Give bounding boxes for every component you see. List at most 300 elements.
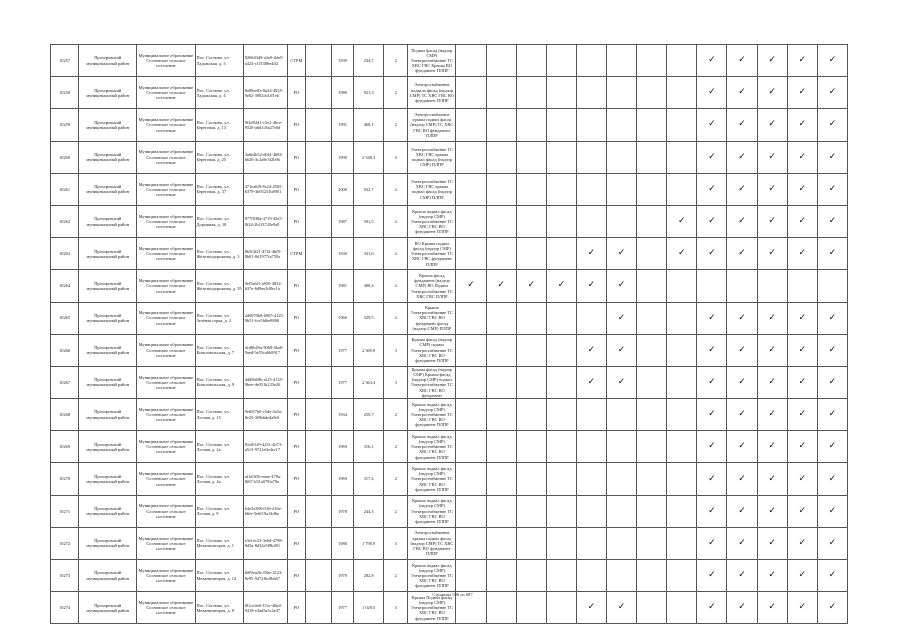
settlement-cell: Муниципальное образование Сосновское сельское поселение xyxy=(137,205,195,237)
check-mark-icon: ✓ xyxy=(768,602,776,613)
floors-cell: 2 xyxy=(384,77,408,109)
floors-cell: 3 xyxy=(384,334,408,366)
work-check-cell xyxy=(637,302,667,334)
check-mark-icon: ✓ xyxy=(798,248,806,259)
wall-material-cell: РО xyxy=(287,527,305,559)
check-mark-icon: ✓ xyxy=(828,441,837,452)
register-body xyxy=(51,45,848,624)
check-mark-icon: ✓ xyxy=(798,216,806,227)
table-row xyxy=(51,431,848,463)
floors-cell: 3 xyxy=(384,366,408,398)
house-id-cell: 9eb5f7b0-c5de-4a5a-8e25-3f8b6de4a9df xyxy=(243,399,287,431)
settlement-cell: Муниципальное образование Сосновское сельское поселение xyxy=(137,431,195,463)
check-mark-icon: ✓ xyxy=(828,602,837,613)
blank-cell xyxy=(305,109,331,141)
blank-cell xyxy=(305,141,331,173)
works-list-cell: Крыша подвал фасад (надзор СМР) Электроснабжение ТС ХВС ГВС ВО фундамент ПЛПР xyxy=(408,205,456,237)
check-mark-icon: ✓ xyxy=(708,409,716,420)
works-list-cell: Подвал фасад (надзор СМР) Электроснабжение ТС ХВС ГВС Крыша ВО фундамент ПЛПР xyxy=(408,45,456,77)
area-cell: 259,7 xyxy=(354,399,384,431)
blank-cell xyxy=(305,205,331,237)
build-year-cell: 1979 xyxy=(332,560,354,592)
work-check-cell xyxy=(576,527,606,559)
row-number: 10267 xyxy=(51,366,79,398)
check-mark-icon: ✓ xyxy=(738,570,746,581)
check-mark-icon: ✓ xyxy=(738,119,746,130)
check-mark-icon: ✓ xyxy=(768,87,776,98)
check-mark-icon: ✓ xyxy=(768,409,776,420)
work-check-cell xyxy=(516,334,546,366)
work-check-cell xyxy=(817,45,847,77)
work-check-cell xyxy=(697,431,727,463)
settlement-cell: Муниципальное образование Сосновское сельское поселение xyxy=(137,399,195,431)
check-mark-icon: ✓ xyxy=(738,248,746,259)
work-check-cell xyxy=(667,334,697,366)
work-check-cell xyxy=(607,527,637,559)
check-mark-icon: ✓ xyxy=(768,344,776,355)
work-check-cell xyxy=(486,205,516,237)
check-mark-icon: ✓ xyxy=(828,409,837,420)
address-cell: Пос. Сосново, ул. Механизаторов, д. 1 xyxy=(195,527,243,559)
table-row xyxy=(51,527,848,559)
work-check-cell xyxy=(516,463,546,495)
check-mark-icon: ✓ xyxy=(708,376,716,387)
address-cell: Пос. Сосново, ул. Береговая, д. 37 xyxy=(195,173,243,205)
check-mark-icon: ✓ xyxy=(798,344,806,355)
work-check-cell xyxy=(486,463,516,495)
work-check-cell xyxy=(637,334,667,366)
address-cell: Пос. Сосново, ул. Дорожная, д. 18 xyxy=(195,205,243,237)
work-check-cell xyxy=(486,173,516,205)
settlement-cell: Муниципальное образование Сосновское сельское поселение xyxy=(137,141,195,173)
blank-cell xyxy=(305,463,331,495)
district-cell: Прохоровский муниципальный район xyxy=(79,205,137,237)
area-cell: 316,1 xyxy=(354,431,384,463)
works-list-cell: ВО Крыша подвал фасад (надзор СМР) Электроснабжение ТС ХВС ГВС фундамент ПЛПР xyxy=(408,238,456,270)
work-check-cell xyxy=(546,463,576,495)
area-cell: 591,5 xyxy=(354,205,384,237)
work-check-cell xyxy=(546,560,576,592)
check-mark-icon: ✓ xyxy=(768,183,776,194)
district-cell: Прохоровский муниципальный район xyxy=(79,431,137,463)
check-mark-icon: ✓ xyxy=(768,248,776,259)
table-row xyxy=(51,302,848,334)
work-check-cell xyxy=(516,495,546,527)
area-cell: 317,4 xyxy=(354,463,384,495)
work-check-cell xyxy=(546,45,576,77)
work-check-cell xyxy=(546,205,576,237)
check-mark-icon: ✓ xyxy=(828,312,837,323)
work-check-cell xyxy=(576,270,606,302)
blank-cell xyxy=(305,302,331,334)
row-number: 10268 xyxy=(51,399,79,431)
check-mark-icon: ✓ xyxy=(768,216,776,227)
district-cell: Прохоровский муниципальный район xyxy=(79,77,137,109)
check-mark-icon: ✓ xyxy=(708,216,716,227)
check-mark-icon: ✓ xyxy=(738,344,746,355)
area-cell: 331,6 xyxy=(354,238,384,270)
check-mark-icon: ✓ xyxy=(798,312,806,323)
work-check-cell xyxy=(787,560,817,592)
check-mark-icon: ✓ xyxy=(798,119,806,130)
wall-material-cell: РО xyxy=(287,334,305,366)
district-cell: Прохоровский муниципальный район xyxy=(79,334,137,366)
address-cell: Пос. Сосново, ул. Комсомольская, д. 9 xyxy=(195,366,243,398)
check-mark-icon: ✓ xyxy=(828,344,837,355)
work-check-cell xyxy=(456,399,486,431)
wall-material-cell: РО xyxy=(287,431,305,463)
work-check-cell xyxy=(546,366,576,398)
settlement-cell: Муниципальное образование Сосновское сельское поселение xyxy=(137,495,195,527)
page-number-footer: Страница 586 из 687 xyxy=(432,592,473,597)
table-row xyxy=(51,463,848,495)
work-check-cell xyxy=(576,431,606,463)
work-check-cell xyxy=(637,366,667,398)
check-mark-icon: ✓ xyxy=(497,280,505,291)
work-check-cell xyxy=(576,141,606,173)
house-id-cell: 471ea6f9-8c24-4505-b379-3b93231b8901 xyxy=(243,173,287,205)
works-list-cell: Крыша фасад фундамент (надзор СМР) ВО Подвал Электроснабжение ТС ХВС ГВС ПЛПР xyxy=(408,270,456,302)
check-mark-icon: ✓ xyxy=(617,376,626,387)
work-check-cell xyxy=(727,173,757,205)
blank-cell xyxy=(305,366,331,398)
work-check-cell xyxy=(516,45,546,77)
floors-cell: 2 xyxy=(384,399,408,431)
district-cell: Прохоровский муниципальный район xyxy=(79,463,137,495)
work-check-cell xyxy=(757,399,787,431)
check-mark-icon: ✓ xyxy=(798,441,806,452)
works-list-cell: Крыша Электроснабжение ТС ХВС ГВС ВО фундамент фасад (надзор СМР) ПЛПР xyxy=(408,302,456,334)
address-cell: Пос. Сосново, ул. Железнодорожная, д. 3 xyxy=(195,238,243,270)
check-mark-icon: ✓ xyxy=(708,55,716,66)
check-mark-icon: ✓ xyxy=(828,376,837,387)
check-mark-icon: ✓ xyxy=(738,537,746,548)
row-number: 10263 xyxy=(51,238,79,270)
address-cell: Пос. Сосново, ул. Механизаторов, д. 14 xyxy=(195,560,243,592)
check-mark-icon: ✓ xyxy=(738,505,746,516)
work-check-cell xyxy=(637,109,667,141)
blank-cell xyxy=(305,238,331,270)
work-check-cell xyxy=(576,77,606,109)
work-check-cell xyxy=(817,173,847,205)
wall-material-cell: РО xyxy=(287,173,305,205)
work-check-cell xyxy=(486,527,516,559)
work-check-cell xyxy=(697,205,727,237)
wall-material-cell: РО xyxy=(287,141,305,173)
check-mark-icon: ✓ xyxy=(828,248,837,259)
check-mark-icon: ✓ xyxy=(678,216,686,227)
check-mark-icon: ✓ xyxy=(708,537,716,548)
house-id-cell: af1d3f5b-eaae-478a-8f67-b51a079fa79a xyxy=(243,463,287,495)
district-cell: Прохоровский муниципальный район xyxy=(79,302,137,334)
work-check-cell xyxy=(456,302,486,334)
work-check-cell xyxy=(607,141,637,173)
work-check-cell xyxy=(516,205,546,237)
build-year-cell: 1978 xyxy=(332,495,354,527)
work-check-cell xyxy=(456,109,486,141)
work-check-cell xyxy=(607,205,637,237)
work-check-cell xyxy=(486,238,516,270)
check-mark-icon: ✓ xyxy=(557,280,566,291)
work-check-cell xyxy=(817,495,847,527)
wall-material-cell: РО xyxy=(287,560,305,592)
work-check-cell xyxy=(456,366,486,398)
blank-cell xyxy=(305,495,331,527)
work-check-cell xyxy=(817,431,847,463)
district-cell: Прохоровский муниципальный район xyxy=(79,238,137,270)
work-check-cell xyxy=(667,560,697,592)
work-check-cell xyxy=(787,109,817,141)
work-check-cell xyxy=(727,270,757,302)
work-check-cell xyxy=(667,366,697,398)
row-number: 10270 xyxy=(51,463,79,495)
check-mark-icon: ✓ xyxy=(678,248,686,259)
table-row xyxy=(51,270,848,302)
check-mark-icon: ✓ xyxy=(798,183,806,194)
work-check-cell xyxy=(667,173,697,205)
work-check-cell xyxy=(787,495,817,527)
house-id-cell: 977f038a-4719-43e5-8f24-2b1f3745e9a0 xyxy=(243,205,287,237)
works-list-cell: Крыша фасад (надзор СМР) Крыша фасад (надзор СМР) подвал Электроснабжение ТС ХВС ГВС ВО фундамент xyxy=(408,366,456,398)
work-check-cell xyxy=(727,238,757,270)
row-number: 10259 xyxy=(51,109,79,141)
work-check-cell xyxy=(817,302,847,334)
area-cell: 932,7 xyxy=(354,173,384,205)
work-check-cell xyxy=(546,527,576,559)
table-row xyxy=(51,109,848,141)
wall-material-cell: РО xyxy=(287,109,305,141)
works-list-cell: Крыша подвал фасад (надзор СМР) Электроснабжение ТС ХВС ГВС ВО фундамент ПЛПР xyxy=(408,399,456,431)
work-check-cell xyxy=(576,109,606,141)
work-check-cell xyxy=(727,527,757,559)
floors-cell: 2 xyxy=(384,495,408,527)
settlement-cell: Муниципальное образование Сосновское сельское поселение xyxy=(137,560,195,592)
work-check-cell xyxy=(516,270,546,302)
row-number: 10264 xyxy=(51,270,79,302)
floors-cell: 3 xyxy=(384,141,408,173)
work-check-cell xyxy=(817,205,847,237)
check-mark-icon: ✓ xyxy=(738,87,746,98)
work-check-cell xyxy=(787,366,817,398)
check-mark-icon: ✓ xyxy=(587,376,596,387)
check-mark-icon: ✓ xyxy=(768,312,776,323)
work-check-cell xyxy=(727,463,757,495)
row-number: 10273 xyxy=(51,560,79,592)
work-check-cell xyxy=(486,109,516,141)
work-check-cell xyxy=(637,238,667,270)
check-mark-icon: ✓ xyxy=(587,344,596,355)
area-cell: 1 790,9 xyxy=(354,527,384,559)
work-check-cell xyxy=(697,77,727,109)
build-year-cell: 1991 xyxy=(332,109,354,141)
check-mark-icon: ✓ xyxy=(617,344,626,355)
work-check-cell xyxy=(516,173,546,205)
floors-cell: 2 xyxy=(384,560,408,592)
wall-material-cell: РО xyxy=(287,495,305,527)
work-check-cell xyxy=(667,270,697,302)
work-check-cell xyxy=(757,77,787,109)
work-check-cell xyxy=(697,270,727,302)
work-check-cell xyxy=(456,45,486,77)
work-check-cell xyxy=(697,141,727,173)
work-check-cell xyxy=(607,399,637,431)
check-mark-icon: ✓ xyxy=(798,376,806,387)
area-cell: 1 029,5 xyxy=(354,592,384,624)
row-number: 10262 xyxy=(51,205,79,237)
row-number: 10274 xyxy=(51,592,79,624)
work-check-cell xyxy=(757,463,787,495)
check-mark-icon: ✓ xyxy=(708,602,716,613)
work-check-cell xyxy=(697,334,727,366)
check-mark-icon: ✓ xyxy=(828,505,837,516)
work-check-cell xyxy=(787,527,817,559)
row-number: 10269 xyxy=(51,431,79,463)
check-mark-icon: ✓ xyxy=(798,55,806,66)
check-mark-icon: ✓ xyxy=(708,344,716,355)
table-row xyxy=(51,45,848,77)
work-check-cell xyxy=(486,141,516,173)
work-check-cell xyxy=(486,77,516,109)
works-list-cell: Электроснабжение крыша подвал фасад (надзор СМР) ТС ХВС ГВС ВО фундамент ПЛПР xyxy=(408,527,456,559)
district-cell: Прохоровский муниципальный район xyxy=(79,141,137,173)
house-id-cell: 2d6970b8-6905-4125-9b51-fce5fdbe8868 xyxy=(243,302,287,334)
area-cell: 2 549,3 xyxy=(354,141,384,173)
work-check-cell xyxy=(697,238,727,270)
work-check-cell xyxy=(817,463,847,495)
blank-cell xyxy=(305,173,331,205)
settlement-cell: Муниципальное образование Сосновское сельское поселение xyxy=(137,45,195,77)
work-check-cell xyxy=(546,495,576,527)
work-check-cell xyxy=(516,366,546,398)
settlement-cell: Муниципальное образование Сосновское сельское поселение xyxy=(137,592,195,624)
works-list-cell: Крыша подвал фасад (надзор СМР) Электроснабжение ТС ХВС ГВС ВО фундамент ПЛПР xyxy=(408,463,456,495)
work-check-cell xyxy=(456,238,486,270)
blank-cell xyxy=(305,45,331,77)
build-year-cell: 1977 xyxy=(332,334,354,366)
check-mark-icon: ✓ xyxy=(708,248,716,259)
work-check-cell xyxy=(576,205,606,237)
address-cell: Пос. Сосново, ул. Ладожская, д. 4 xyxy=(195,77,243,109)
work-check-cell xyxy=(667,238,697,270)
district-cell: Прохоровский муниципальный район xyxy=(79,399,137,431)
work-check-cell xyxy=(546,141,576,173)
check-mark-icon: ✓ xyxy=(708,151,716,162)
work-check-cell xyxy=(727,334,757,366)
area-cell: 2 363,4 xyxy=(354,366,384,398)
blank-cell xyxy=(305,77,331,109)
check-mark-icon: ✓ xyxy=(768,570,776,581)
check-mark-icon: ✓ xyxy=(828,216,837,227)
work-check-cell xyxy=(727,366,757,398)
table-row xyxy=(51,141,848,173)
check-mark-icon: ✓ xyxy=(708,87,716,98)
work-check-cell xyxy=(456,560,486,592)
work-check-cell xyxy=(576,45,606,77)
area-cell: 498,4 xyxy=(354,270,384,302)
work-check-cell xyxy=(607,431,637,463)
work-check-cell xyxy=(787,77,817,109)
check-mark-icon: ✓ xyxy=(828,55,837,66)
works-list-cell: Крыша подвал фасад (надзор СМР) Электроснабжение ТС ХВС ГВС ВО фундамент ПЛПР xyxy=(408,560,456,592)
house-id-cell: 4cd8b49a-5069-4ba0-9aed-5e55ca6b9917 xyxy=(243,334,287,366)
check-mark-icon: ✓ xyxy=(738,473,746,484)
work-check-cell xyxy=(697,109,727,141)
work-check-cell xyxy=(787,238,817,270)
work-check-cell xyxy=(576,463,606,495)
check-mark-icon: ✓ xyxy=(768,55,776,66)
check-mark-icon: ✓ xyxy=(768,505,776,516)
work-check-cell xyxy=(697,399,727,431)
work-check-cell xyxy=(757,495,787,527)
row-number: 10265 xyxy=(51,302,79,334)
work-check-cell xyxy=(667,399,697,431)
check-mark-icon: ✓ xyxy=(828,570,837,581)
address-cell: Пос. Сосново, ул. Лесная, д. 8 xyxy=(195,495,243,527)
work-check-cell xyxy=(607,109,637,141)
floors-cell: 2 xyxy=(384,45,408,77)
check-mark-icon: ✓ xyxy=(617,602,626,613)
work-check-cell xyxy=(787,334,817,366)
wall-material-cell: РО xyxy=(287,366,305,398)
settlement-cell: Муниципальное образование Сосновское сельское поселение xyxy=(137,173,195,205)
blank-cell xyxy=(305,399,331,431)
build-year-cell: 1986 xyxy=(332,77,354,109)
work-check-cell xyxy=(667,77,697,109)
work-check-cell xyxy=(607,463,637,495)
work-check-cell xyxy=(546,173,576,205)
check-mark-icon: ✓ xyxy=(738,151,746,162)
district-cell: Прохоровский муниципальный район xyxy=(79,173,137,205)
work-check-cell xyxy=(757,45,787,77)
work-check-cell xyxy=(456,173,486,205)
area-cell: 244,3 xyxy=(354,495,384,527)
work-check-cell xyxy=(697,45,727,77)
wall-material-cell: РО xyxy=(287,302,305,334)
work-check-cell xyxy=(757,270,787,302)
check-mark-icon: ✓ xyxy=(708,119,716,130)
settlement-cell: Муниципальное образование Сосновское сельское поселение xyxy=(137,270,195,302)
works-list-cell: Крыша фасад (надзор СМР) подвал Электроснабжение ТС ХВС ГВС ВО фундамент ПЛПР xyxy=(408,334,456,366)
work-check-cell xyxy=(456,527,486,559)
table-row xyxy=(51,205,848,237)
work-check-cell xyxy=(667,205,697,237)
check-mark-icon: ✓ xyxy=(708,312,716,323)
house-id-cell: 8b5f3f21-47f2-4bf9-8b81-0d1977fa759a xyxy=(243,238,287,270)
build-year-cell: 1981 xyxy=(332,270,354,302)
house-id-cell: 8a89ee83-8a24-4925-9e62-3982cb1ff1eb xyxy=(243,77,287,109)
work-check-cell xyxy=(817,77,847,109)
work-check-cell xyxy=(727,45,757,77)
row-number: 10257 xyxy=(51,45,79,77)
work-check-cell xyxy=(667,45,697,77)
build-year-cell: 1977 xyxy=(332,366,354,398)
work-check-cell xyxy=(787,141,817,173)
area-cell: 468,1 xyxy=(354,109,384,141)
housing-register-table xyxy=(50,44,848,624)
check-mark-icon: ✓ xyxy=(738,376,746,387)
check-mark-icon: ✓ xyxy=(527,280,535,291)
address-cell: Пос. Сосново, ул. Береговая, д. 25 xyxy=(195,141,243,173)
build-year-cell: 1939 xyxy=(332,45,354,77)
check-mark-icon: ✓ xyxy=(768,151,776,162)
build-year-cell: 1999 xyxy=(332,141,354,173)
work-check-cell xyxy=(607,77,637,109)
work-check-cell xyxy=(667,141,697,173)
house-id-cell: e3e1ec23-3e6d-4798-8d5a-8d32e5f8b491 xyxy=(243,527,287,559)
check-mark-icon: ✓ xyxy=(587,280,596,291)
work-check-cell xyxy=(667,463,697,495)
check-mark-icon: ✓ xyxy=(738,602,746,613)
